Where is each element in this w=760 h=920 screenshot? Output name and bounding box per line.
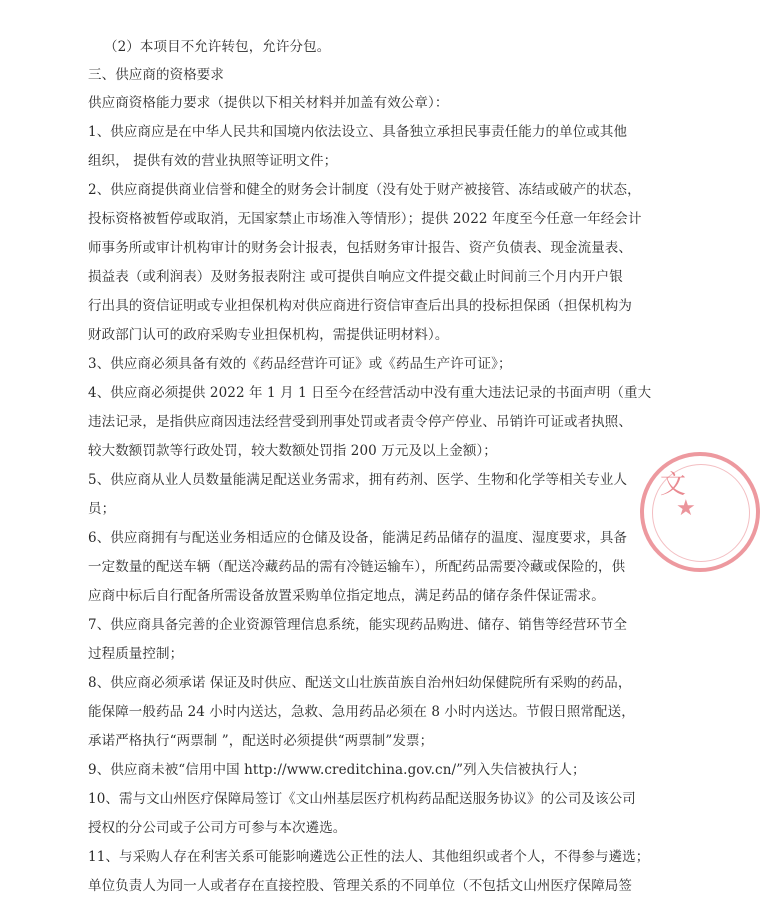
text-line: 供应商资格能力要求（提供以下相关材料并加盖有效公章）： — [88, 95, 449, 111]
text-line: 承诺严格执行“两票制 ”，配送时必须提供“两票制”发票； — [88, 733, 434, 749]
text-line: 5、供应商从业人员数量能满足配送业务需求，拥有药剂、医学、生物和化学等相关专业人 — [88, 472, 628, 488]
text-line: 一定数量的配送车辆（配送冷藏药品的需有冷链运输车），所配药品需要冷藏或保险的，供 — [88, 559, 626, 575]
text-line: 应商中标后自行配备所需设备放置采购单位指定地点，满足药品的储存条件保证需求。 — [88, 588, 605, 604]
text-line: 4、供应商必须提供 2022 年 1 月 1 日至今在经营活动中没有重大违法记录的书面声明（重大 — [88, 385, 652, 401]
text-line: 11、与采购人存在利害关系可能影响遴选公正性的法人、其他组织或者个人，不得参与遴选； — [88, 849, 650, 865]
text-line: 师事务所或审计机构审计的财务会计报表，包括财务审计报告、资产负债表、现金流量表、 — [88, 240, 632, 256]
text-line: （2）本项目不允许转包，允许分包。 — [104, 39, 331, 55]
text-line: 1、供应商应是在中华人民共和国境内依法设立、具备独立承担民事责任能力的单位或其他 — [88, 124, 628, 140]
text-line: 7、供应商具备完善的企业资源管理信息系统，能实现药品购进、储存、销售等经营环节全 — [88, 617, 628, 633]
text-line: 较大数额罚款等行政处罚，较大数额处罚指 200 万元及以上金额）； — [88, 443, 497, 459]
official-seal — [640, 452, 760, 572]
seal-star-icon: ★ — [676, 496, 696, 521]
text-line: 2、供应商提供商业信誉和健全的财务会计制度（没有处于财产被接管、冻结或破产的状态， — [88, 182, 641, 198]
text-line: 行出具的资信证明或专业担保机构对供应商进行资信审查后出具的投标担保函（担保机构为 — [88, 298, 632, 314]
text-line: 投标资格被暂停或取消，无国家禁止市场准入等情形）；提供 2022 年度至今任意一年经会计 — [88, 211, 642, 227]
section-heading: 三、供应商的资格要求 — [88, 67, 224, 83]
text-line: 9、供应商未被“信用中国 http://www.creditchina.gov.cn/”列入失信被执行人； — [88, 762, 586, 778]
text-line: 财政部门认可的政府采购专业担保机构，需提供证明材料）。 — [88, 327, 449, 343]
text-line: 能保障一般药品 24 小时内送达，急救、急用药品必须在 8 小时内送达。节假日照常配送， — [88, 704, 635, 720]
text-line: 授权的分公司或子公司方可参与本次遴选。 — [88, 820, 347, 836]
text-line: 3、供应商必须具备有效的《药品经营许可证》或《药品生产许可证》； — [88, 356, 512, 372]
text-line: 6、供应商拥有与配送业务相适应的仓储及设备，能满足药品储存的温度、湿度要求，具备 — [88, 530, 628, 546]
text-line: 组织， 提供有效的营业执照等证明文件； — [88, 153, 338, 169]
text-line: 员； — [88, 501, 116, 517]
text-line: 10、需与文山州医疗保障局签订《文山州基层医疗机构药品配送服务协议》的公司及该公司 — [88, 791, 636, 807]
text-line: 过程质量控制； — [88, 646, 184, 662]
text-line: 损益表（或利润表）及财务报表附注 或可提供自响应文件提交截止时间前三个月内开户银 — [88, 269, 623, 285]
text-line: 单位负责人为同一人或者存在直接控股、管理关系的不同单位（不包括文山州医疗保障局签 — [88, 878, 632, 894]
text-line: 违法记录，是指供应商因违法经营受到刑事处罚或者责令停产停业、吊销许可证或者执照、 — [88, 414, 632, 430]
text-line: 8、供应商必须承诺 保证及时供应、配送文山壮族苗族自治州妇幼保健院所有采购的药品， — [88, 675, 632, 691]
seal-text: 文 — [660, 470, 687, 500]
